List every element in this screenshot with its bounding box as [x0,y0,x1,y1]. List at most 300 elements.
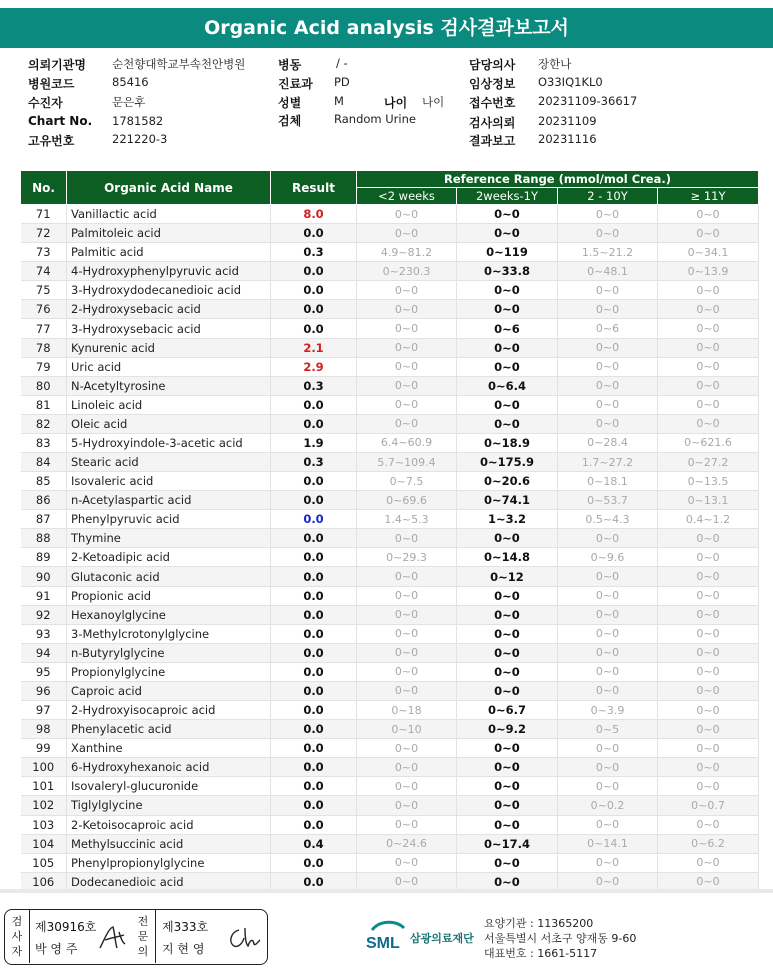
range-2w-1y: 0~119 [457,243,558,262]
range-2-10y: 0~6 [558,319,658,338]
report-date-label: 결과보고 [469,134,516,148]
table-row [21,262,759,281]
no: 79 [21,357,67,376]
unique-no-label: 고유번호 [28,134,75,148]
no: 94 [21,643,67,662]
institution-label: 의뢰기관명 [28,58,86,72]
result-value: 0.0 [271,548,357,567]
no: 75 [21,281,67,300]
org-address: 서울특별시 서초구 양재동 9-60 [484,932,637,945]
no: 106 [21,872,67,891]
range-lt2w: 6.4~60.9 [357,433,457,452]
range-2-10y: 0~0 [558,567,658,586]
table-row [21,662,759,681]
acid-name: Propionylglycine [67,662,271,681]
range-2-10y: 0~0 [558,586,658,605]
acid-name: 3-Methylcrotonylglycine [67,624,271,643]
result-value: 0.0 [271,720,357,739]
range-2-10y: 0~0 [558,224,658,243]
range-2-10y: 0~9.6 [558,548,658,567]
range-2-10y: 0~0 [558,281,658,300]
table-row [21,720,759,739]
specimen-label: 검체 [278,114,302,128]
no: 101 [21,777,67,796]
range-lt2w: 0~0 [357,319,457,338]
range-ge11y: 0~0 [658,357,759,376]
acid-name: Phenylpyruvic acid [67,510,271,529]
ward-label: 병동 [278,58,302,72]
col-name-header: Organic Acid Name [67,171,271,205]
result-value: 0.0 [271,643,357,662]
range-ge11y: 0~0 [658,643,759,662]
examinee-label: 수진자 [28,96,63,110]
acid-name: N-Acetyltyrosine [67,376,271,395]
range-2-10y: 0~0 [558,205,658,224]
acid-name: 2-Ketoadipic acid [67,548,271,567]
no: 78 [21,338,67,357]
range-lt2w: 0~0 [357,414,457,433]
dept-value: PD [334,75,350,89]
range-ge11y: 0.4~1.2 [658,510,759,529]
table-row [21,834,759,853]
table-row [21,643,759,662]
result-value: 0.0 [271,395,357,414]
range-lt2w: 0~0 [357,643,457,662]
no: 89 [21,548,67,567]
range-2-10y: 0~0 [558,357,658,376]
range-2w-1y: 0~0 [457,338,558,357]
range-2-10y: 0~0 [558,529,658,548]
range-lt2w: 0~10 [357,720,457,739]
range-2-10y: 0~3.9 [558,701,658,720]
acid-name: Isovaleric acid [67,472,271,491]
result-value: 0.0 [271,319,357,338]
table-row [21,567,759,586]
range-lt2w: 0~0 [357,357,457,376]
institution-value: 순천향대학교부속천안병원 [112,57,246,71]
acid-name: Stearic acid [67,453,271,472]
range-header-2w-1y: 2weeks-1Y [457,188,558,205]
range-lt2w: 0~29.3 [357,548,457,567]
range-2w-1y: 0~0 [457,586,558,605]
doctor-value: 장한나 [538,57,572,71]
range-2w-1y: 0~6.7 [457,701,558,720]
result-value: 0.0 [271,300,357,319]
result-value: 0.0 [271,567,357,586]
range-2-10y: 1.7~27.2 [558,453,658,472]
doctor-label: 담당의사 [469,58,516,72]
no: 103 [21,815,67,834]
range-2-10y: 0~0 [558,758,658,777]
range-2-10y: 1.5~21.2 [558,243,658,262]
range-lt2w: 0~18 [357,701,457,720]
range-header-ge11y: ≥ 11Y [658,188,759,205]
table-row [21,605,759,624]
range-2w-1y: 1~3.2 [457,510,558,529]
acid-name: Glutaconic acid [67,567,271,586]
table-row [21,529,759,548]
result-value: 1.9 [271,433,357,452]
no: 93 [21,624,67,643]
no: 96 [21,681,67,700]
range-2-10y: 0~53.7 [558,491,658,510]
range-lt2w: 0~0 [357,796,457,815]
table-row [21,300,759,319]
result-value: 0.0 [271,510,357,529]
range-2w-1y: 0~0 [457,872,558,891]
result-value: 0.4 [271,834,357,853]
range-2w-1y: 0~0 [457,395,558,414]
chart-no-value: 1781582 [112,114,164,128]
range-2w-1y: 0~0 [457,662,558,681]
no: 83 [21,433,67,452]
table-row [21,224,759,243]
range-2w-1y: 0~74.1 [457,491,558,510]
range-ge11y: 0~0 [658,662,759,681]
range-lt2w: 0~0 [357,605,457,624]
no: 84 [21,453,67,472]
range-ge11y: 0~0 [658,720,759,739]
acid-name: Hexanoylglycine [67,605,271,624]
no: 99 [21,739,67,758]
range-lt2w: 0~230.3 [357,262,457,281]
result-value: 0.0 [271,796,357,815]
age-label: 나이 [384,96,408,110]
range-2-10y: 0.5~4.3 [558,510,658,529]
range-ge11y: 0~34.1 [658,243,759,262]
range-ge11y: 0~0 [658,739,759,758]
result-value: 0.0 [271,586,357,605]
acid-name: 4-Hydroxyphenylpyruvic acid [67,262,271,281]
receipt-label: 접수번호 [469,96,516,110]
range-2w-1y: 0~20.6 [457,472,558,491]
table-row [21,758,759,777]
table-row [21,853,759,872]
result-value: 0.0 [271,815,357,834]
result-value: 0.0 [271,624,357,643]
table-row [21,548,759,567]
range-2w-1y: 0~0 [457,300,558,319]
specimen-value: Random Urine [334,112,416,126]
result-value: 0.0 [271,414,357,433]
range-2-10y: 0~18.1 [558,472,658,491]
range-lt2w: 0~0 [357,567,457,586]
range-2w-1y: 0~175.9 [457,453,558,472]
table-row [21,243,759,262]
examiner-label: 검사자 [11,915,23,958]
acid-name: Thymine [67,529,271,548]
table-row [21,414,759,433]
range-lt2w: 0~0 [357,205,457,224]
table-row [21,624,759,643]
range-lt2w: 4.9~81.2 [357,243,457,262]
sign-divider-1 [29,910,30,963]
acid-name: Tiglylglycine [67,796,271,815]
range-ge11y: 0~27.2 [658,453,759,472]
range-ge11y: 0~13.9 [658,262,759,281]
acid-name: Propionic acid [67,586,271,605]
organic-acid-table [20,170,759,892]
result-value: 0.0 [271,491,357,510]
no: 76 [21,300,67,319]
range-ge11y: 0~13.1 [658,491,759,510]
range-2-10y: 0~0 [558,739,658,758]
acid-name: Caproic acid [67,681,271,700]
sml-logo-text: SML [366,935,400,952]
no: 82 [21,414,67,433]
range-2-10y: 0~0 [558,624,658,643]
table-row [21,586,759,605]
range-ge11y: 0~0.7 [658,796,759,815]
footer-divider [0,889,773,893]
no: 105 [21,853,67,872]
range-lt2w: 0~0 [357,872,457,891]
acid-name: Kynurenic acid [67,338,271,357]
range-lt2w: 0~0 [357,739,457,758]
range-2-10y: 0~0 [558,872,658,891]
result-value: 0.3 [271,376,357,395]
no: 81 [21,395,67,414]
range-2w-1y: 0~0 [457,529,558,548]
no: 73 [21,243,67,262]
acid-name: Xanthine [67,739,271,758]
org-name: 삼광의료재단 [410,932,474,945]
range-lt2w: 0~0 [357,586,457,605]
no: 104 [21,834,67,853]
no: 97 [21,701,67,720]
reviewer-label: 전문의 [137,915,149,958]
range-ge11y: 0~0 [658,414,759,433]
organization-info [484,916,636,961]
range-lt2w: 0~0 [357,681,457,700]
acid-name: n-Acetylaspartic acid [67,491,271,510]
range-ge11y: 0~0 [658,701,759,720]
result-value: 2.9 [271,357,357,376]
sign-divider-2 [155,910,156,963]
result-value: 0.0 [271,472,357,491]
range-lt2w: 0~0 [357,777,457,796]
range-lt2w: 0~0 [357,662,457,681]
chart-no-label: Chart No. [28,114,93,128]
table-row [21,338,759,357]
range-2-10y: 0~0 [558,681,658,700]
range-ge11y: 0~0 [658,853,759,872]
range-lt2w: 0~0 [357,224,457,243]
range-2w-1y: 0~14.8 [457,548,558,567]
no: 71 [21,205,67,224]
range-lt2w: 0~24.6 [357,834,457,853]
range-2-10y: 0~0 [558,643,658,662]
range-2w-1y: 0~0 [457,357,558,376]
org-code-line: 요양기관 : 11365200 [484,917,594,930]
range-lt2w: 0~0 [357,815,457,834]
examinee-value: 문은후 [112,95,146,109]
range-ge11y: 0~0 [658,567,759,586]
table-row [21,281,759,300]
range-ge11y: 0~0 [658,872,759,891]
result-value: 0.3 [271,243,357,262]
result-value: 8.0 [271,205,357,224]
org-phone: 대표번호 : 1661-5117 [484,947,598,960]
no: 72 [21,224,67,243]
report-date-value: 20231116 [538,132,597,146]
range-lt2w: 0~0 [357,281,457,300]
table-row [21,681,759,700]
table-row [21,491,759,510]
acid-name: Methylsuccinic acid [67,834,271,853]
range-2-10y: 0~0 [558,605,658,624]
range-2-10y: 0~0 [558,662,658,681]
table-row [21,510,759,529]
range-2-10y: 0~0 [558,414,658,433]
range-2-10y: 0~5 [558,720,658,739]
reviewer-signature-icon [225,924,263,952]
result-value: 0.0 [271,701,357,720]
range-2w-1y: 0~0 [457,681,558,700]
range-ge11y: 0~0 [658,205,759,224]
range-2w-1y: 0~0 [457,796,558,815]
request-label: 검사의뢰 [469,116,516,130]
no: 98 [21,720,67,739]
no: 90 [21,567,67,586]
clinical-value: O33IQ1KL0 [538,75,603,89]
result-value: 0.0 [271,739,357,758]
range-ge11y: 0~6.2 [658,834,759,853]
range-lt2w: 0~0 [357,624,457,643]
no: 102 [21,796,67,815]
no: 100 [21,758,67,777]
acid-name: Oleic acid [67,414,271,433]
range-2w-1y: 0~0 [457,414,558,433]
table-row [21,357,759,376]
range-2w-1y: 0~0 [457,643,558,662]
range-2w-1y: 0~18.9 [457,433,558,452]
acid-name: Dodecanedioic acid [67,872,271,891]
range-2-10y: 0~0 [558,777,658,796]
hospital-code-value: 85416 [112,75,149,89]
report-title: Organic Acid analysis 검사결과보고서 [0,8,773,48]
range-2-10y: 0~0 [558,376,658,395]
range-lt2w: 0~0 [357,529,457,548]
table-row [21,453,759,472]
clinical-label: 임상정보 [469,77,516,91]
acid-name: Phenylacetic acid [67,720,271,739]
acid-name: Phenylpropionylglycine [67,853,271,872]
result-value: 0.0 [271,777,357,796]
examiner-name: 박 영 주 [35,942,78,956]
range-lt2w: 0~69.6 [357,491,457,510]
range-lt2w: 0~0 [357,300,457,319]
range-2w-1y: 0~6.4 [457,376,558,395]
range-ge11y: 0~0 [658,624,759,643]
range-2w-1y: 0~0 [457,777,558,796]
no: 95 [21,662,67,681]
result-value: 0.0 [271,662,357,681]
col-result-header: Result [271,171,357,205]
examiner-signature-icon [97,924,127,952]
result-value: 0.0 [271,281,357,300]
range-header-2-10y: 2 - 10Y [558,188,658,205]
age-value: 나이 [422,95,445,109]
acid-name: 6-Hydroxyhexanoic acid [67,758,271,777]
examiner-id: 제30916호 [35,920,97,934]
result-value: 0.0 [271,605,357,624]
reviewer-name: 지 현 영 [162,942,205,956]
range-2w-1y: 0~33.8 [457,262,558,281]
range-2w-1y: 0~0 [457,205,558,224]
table-row [21,319,759,338]
range-header-lt2w: <2 weeks [357,188,457,205]
reviewer-id: 제333호 [162,920,209,934]
range-2w-1y: 0~0 [457,624,558,643]
result-value: 0.0 [271,529,357,548]
range-2w-1y: 0~0 [457,281,558,300]
no: 77 [21,319,67,338]
sml-logo [364,918,484,958]
no: 92 [21,605,67,624]
range-2-10y: 0~0 [558,300,658,319]
table-row [21,796,759,815]
range-ge11y: 0~0 [658,319,759,338]
range-2w-1y: 0~0 [457,853,558,872]
dept-label: 진료과 [278,77,313,91]
range-2w-1y: 0~0 [457,224,558,243]
table-row [21,205,759,224]
hospital-code-label: 병원코드 [28,77,75,91]
table-row [21,815,759,834]
receipt-value: 20231109-36617 [538,94,638,108]
table-row [21,433,759,452]
range-lt2w: 0~0 [357,758,457,777]
table-row [21,739,759,758]
patient-info [0,56,773,152]
range-2-10y: 0~14.1 [558,834,658,853]
table-row [21,777,759,796]
no: 74 [21,262,67,281]
ward-value: / - [336,56,348,70]
result-value: 0.0 [271,224,357,243]
range-ge11y: 0~0 [658,338,759,357]
range-ge11y: 0~0 [658,281,759,300]
range-2-10y: 0~0 [558,338,658,357]
acid-name: Isovaleryl-glucuronide [67,777,271,796]
table-row [21,701,759,720]
acid-name: Palmitic acid [67,243,271,262]
table-row [21,472,759,491]
range-2w-1y: 0~17.4 [457,834,558,853]
table-row [21,376,759,395]
range-2-10y: 0~0 [558,395,658,414]
range-2-10y: 0~0 [558,853,658,872]
request-value: 20231109 [538,114,597,128]
range-ge11y: 0~0 [658,815,759,834]
result-value: 2.1 [271,338,357,357]
range-ge11y: 0~0 [658,224,759,243]
range-lt2w: 0~7.5 [357,472,457,491]
range-lt2w: 0~0 [357,395,457,414]
result-value: 0.0 [271,853,357,872]
range-lt2w: 0~0 [357,853,457,872]
no: 86 [21,491,67,510]
range-ge11y: 0~0 [658,777,759,796]
range-ge11y: 0~621.6 [658,433,759,452]
acid-name: 2-Ketoisocaproic acid [67,815,271,834]
result-value: 0.3 [271,453,357,472]
ref-range-header: Reference Range (mmol/mol Crea.) [357,171,759,188]
range-ge11y: 0~0 [658,605,759,624]
acid-name: 2-Hydroxysebacic acid [67,300,271,319]
range-ge11y: 0~0 [658,300,759,319]
